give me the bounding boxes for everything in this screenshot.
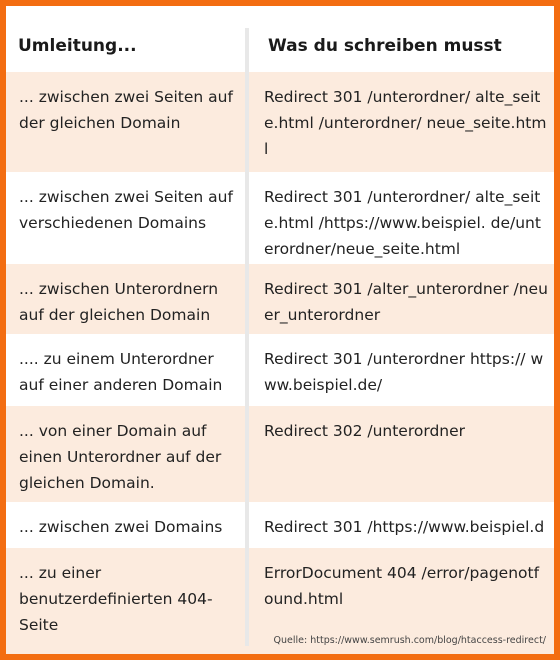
column-divider bbox=[245, 28, 249, 646]
row-code: Redirect 301 /unterordner/ alte_seite.html /https://www.beispiel. de/unterordner/neue_seite.html bbox=[264, 188, 541, 258]
row-description: ... zwischen zwei Domains bbox=[19, 518, 223, 536]
row-description: .... zu einem Unterordner auf einer anderen Domain bbox=[19, 350, 223, 394]
row-description: ... zwischen zwei Seiten auf verschiedenen Domains bbox=[19, 188, 233, 232]
table-row bbox=[6, 172, 554, 264]
table-header bbox=[6, 6, 554, 72]
table-row bbox=[6, 264, 554, 334]
header-umleitung: Umleitung... bbox=[18, 36, 137, 56]
row-code: Redirect 301 /https://www.beispiel.d bbox=[264, 518, 545, 536]
header-was-du-schreiben-musst: Was du schreiben musst bbox=[268, 36, 502, 56]
table-row bbox=[6, 72, 554, 172]
table-row bbox=[6, 334, 554, 406]
redirect-table-card bbox=[6, 6, 554, 654]
row-description: ... zu einer benutzerdefinierten 404-Seite bbox=[19, 564, 213, 634]
row-description: ... von einer Domain auf einen Unterordner auf der gleichen Domain. bbox=[19, 422, 222, 492]
row-description: ... zwischen zwei Seiten auf der gleichen Domain bbox=[19, 88, 233, 132]
row-code: Redirect 301 /alter_unterordner /neuer_unterordner bbox=[264, 280, 548, 324]
table-row bbox=[6, 502, 554, 548]
source-caption: Quelle: https://www.semrush.com/blog/htaccess-redirect/ bbox=[273, 635, 546, 646]
row-code: Redirect 301 /unterordner/ alte_seite.html /unterordner/ neue_seite.html bbox=[264, 88, 547, 158]
row-code: Redirect 302 /unterordner bbox=[264, 422, 466, 440]
row-code: Redirect 301 /unterordner https:// www.beispiel.de/ bbox=[264, 350, 544, 394]
row-code: ErrorDocument 404 /error/pagenotfound.html bbox=[264, 564, 540, 608]
table-row bbox=[6, 406, 554, 502]
row-description: ... zwischen Unterordnern auf der gleichen Domain bbox=[19, 280, 219, 324]
